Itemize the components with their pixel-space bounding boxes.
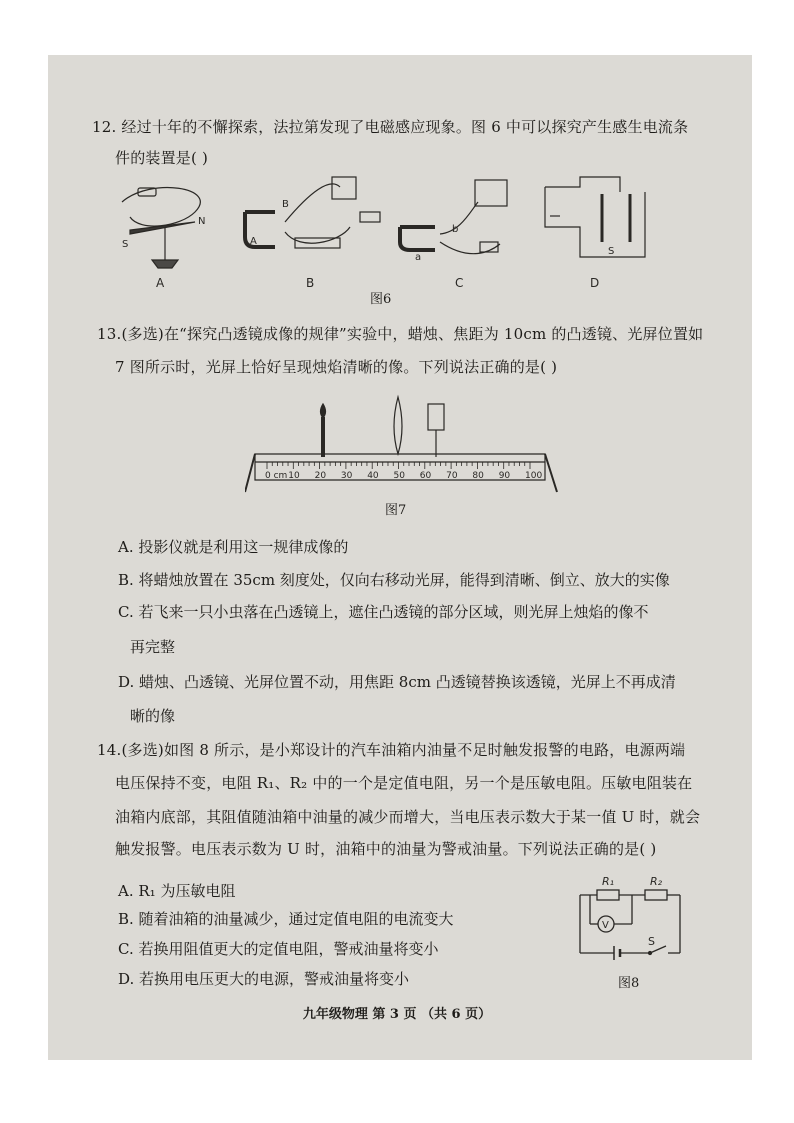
q12-text-line2: 件的装置是( ) (115, 149, 209, 167)
fig7-tick-label: 70 (446, 471, 458, 481)
q13-option-a[interactable]: A. 投影仪就是利用这一规律成像的 (118, 538, 349, 556)
fig7-tick-label: 90 (498, 471, 511, 481)
fig8-r2 (645, 890, 667, 900)
q12-text-line1: 12. 经过十年的不懈探索，法拉第发现了电磁感应现象。图 6 中可以探究产生感生电流条 (92, 118, 689, 136)
fig6d-letter-s: S (608, 246, 615, 257)
fig8-r2-label: R₂ (650, 875, 663, 888)
fig7-tick-label: 20 (314, 471, 327, 481)
fig7-tick-label: 100 (525, 471, 543, 481)
fig7-flame (321, 404, 326, 418)
fig6-label-d: D (590, 276, 600, 290)
q14-text-line2: 电压保持不变，电阻 R₁、R₂ 中的一个是定值电阻，另一个是压敏电阻。压敏电阻装在 (115, 774, 693, 792)
q14-text-line1: 14.(多选)如图 8 所示，是小郑设计的汽车油箱内油量不足时触发报警的电路，电源两端 (97, 741, 686, 759)
fig7-tick-label: 30 (340, 471, 353, 481)
fig6b-letter-b: B (282, 199, 289, 210)
q13-option-b[interactable]: B. 将蜡烛放置在 35cm 刻度处，仅向右移动光屏，能得到清晰、倒立、放大的实像 (118, 571, 670, 589)
q14-option-d[interactable]: D. 若换用电压更大的电源，警戒油量将变小 (118, 970, 410, 988)
q14-option-a[interactable]: A. R₁ 为压敏电阻 (118, 882, 236, 900)
q13-option-c-cont: 再完整 (130, 638, 176, 656)
fig6a-pole-s: S (122, 239, 129, 250)
fig8-voltmeter-label: V (602, 920, 609, 931)
fig7-tick-label: 50 (393, 471, 405, 481)
fig7-lens (394, 397, 402, 454)
q13-option-d-cont: 晰的像 (130, 707, 176, 725)
q14-text-line4: 触发报警。电压表示数为 U 时，油箱中的油量为警戒油量。下列说法正确的是( ) (115, 840, 657, 858)
fig6b-switch (360, 212, 380, 222)
fig7-tick-label: 0 cm (265, 471, 288, 481)
fig6b-wire (285, 184, 350, 243)
fig6a-base (152, 260, 178, 268)
fig6c-magnet (400, 227, 435, 250)
fig6b-letter-a: A (250, 236, 257, 247)
q13-option-d[interactable]: D. 蜡烛、凸透镜、光屏位置不动，用焦距 8cm 凸透镜替换该透镜，光屏上不再成清 (118, 673, 676, 691)
q13-text-line2: 7 图所示时，光屏上恰好呈现烛焰清晰的像。下列说法正确的是( ) (115, 358, 558, 376)
fig7-tick-label: 80 (472, 471, 484, 481)
figure-8 (570, 870, 690, 970)
q14-option-c[interactable]: C. 若换用阻值更大的定值电阻，警戒油量将变小 (118, 940, 439, 958)
figure-7 (245, 392, 565, 497)
q14-option-b[interactable]: B. 随着油箱的油量减少，通过定值电阻的电流变大 (118, 910, 454, 928)
fig6b-battery (332, 177, 356, 199)
fig6c-galvanometer (475, 180, 507, 206)
fig6c-letter-b: b (452, 224, 459, 235)
fig7-ticks (267, 462, 530, 469)
fig8-r1 (597, 890, 619, 900)
fig8-r1-label: R₁ (602, 875, 615, 888)
fig7-caption: 图7 (385, 503, 407, 518)
q13-text-line1: 13.(多选)在“探究凸透镜成像的规律”实验中，蜡烛、焦距为 10cm 的凸透镜、光屏位置如 (97, 325, 704, 343)
fig7-tick-label: 10 (288, 471, 300, 481)
q14-text-line3: 油箱内底部，其阻值随油箱中油量的减少而增大，当电压表示数大于某一值 U 时，就会 (115, 808, 701, 826)
fig7-tick-label: 40 (367, 471, 379, 481)
fig6a-wire (122, 188, 200, 227)
fig7-tick-label: 60 (419, 471, 432, 481)
fig6-caption: 图6 (370, 292, 392, 307)
fig8-caption: 图8 (618, 976, 640, 991)
fig7-screen (428, 404, 444, 430)
fig6-label-b: B (306, 276, 315, 290)
fig6c-letter-a: a (415, 252, 422, 263)
fig8-switch-label: S (648, 935, 655, 948)
page-footer: 九年级物理 第 3 页 （共 6 页） (302, 1007, 492, 1022)
fig6c-wire (440, 202, 500, 254)
fig6-label-c: C (455, 276, 464, 290)
q13-option-c[interactable]: C. 若飞来一只小虫落在凸透镜上，遮住凸透镜的部分区域，则光屏上烛焰的像不 (118, 603, 649, 621)
fig6a-pole-n: N (198, 216, 206, 227)
figure-6 (110, 172, 670, 292)
fig6-label-a: A (156, 276, 165, 290)
